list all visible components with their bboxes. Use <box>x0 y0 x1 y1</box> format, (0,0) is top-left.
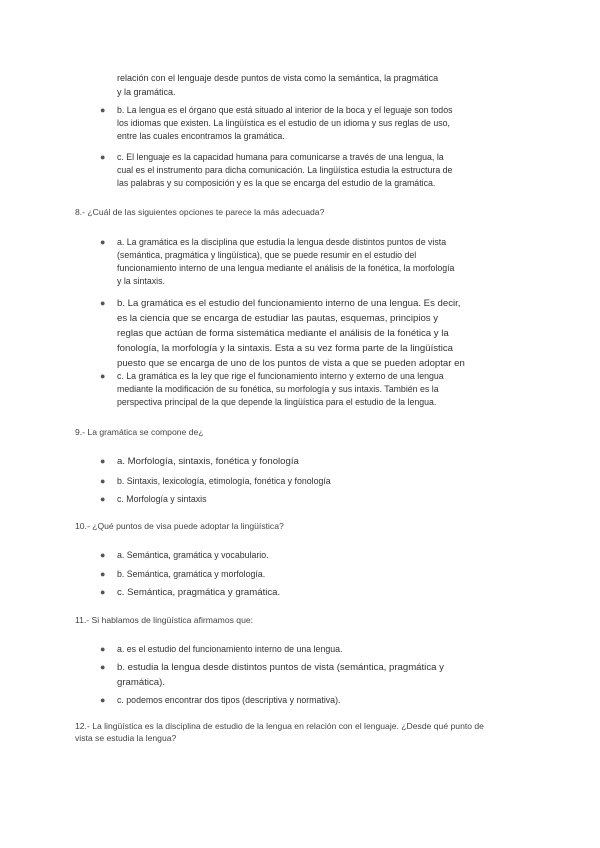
text-line: b. Semántica, gramática y morfología. <box>117 569 266 579</box>
text-line: los idiomas que existen. La lingüística es el estudio de un idioma y sus reglas de uso, <box>117 118 451 128</box>
text-line: perspectiva principal de la que depende la lingüística para el estudio de la lengua. <box>117 397 437 407</box>
text-line: cual es el instrumento para dicha comunicación. La lingüística estudia la estructura de <box>117 165 453 175</box>
text-line: a. es el estudio del funcionamiento interno de una lengua. <box>117 644 343 654</box>
text-line: gramática). <box>117 677 165 688</box>
bullet-icon: ● <box>100 456 106 466</box>
bullet-icon: ● <box>100 152 106 162</box>
bullet-icon: ● <box>100 371 106 381</box>
bullet-icon: ● <box>100 476 106 486</box>
text-line: b. La lengua es el órgano que está situado al interior de la boca y el leguaje son todos <box>117 105 453 115</box>
text-line: b. estudia la lengua desde distintos puntos de vista (semántica, pragmática y <box>117 662 444 673</box>
text-line: a. Semántica, gramática y vocabulario. <box>117 550 269 560</box>
bullet-icon: ● <box>100 105 106 115</box>
text-line: b. Sintaxis, lexicología, etimología, fonética y fonología <box>117 476 331 486</box>
text-line: relación con el lenguaje desde puntos de vista como la semántica, la pragmática <box>117 73 439 83</box>
text-line: y la sintaxis. <box>117 276 165 286</box>
text-line: c. La gramática es la ley que rige el funcionamiento interno y externo de una lengua <box>117 371 444 381</box>
bullet-icon: ● <box>100 695 106 705</box>
text-line: reglas que actúan de forma sistemática mediante el análisis de la fonética y la <box>117 328 449 339</box>
bullet-icon: ● <box>100 587 106 597</box>
bullet-icon: ● <box>100 569 106 579</box>
question-8: 8.- ¿Cuál de las siguientes opciones te parece la más adecuada? <box>75 207 325 217</box>
q7-option-a-continuation <box>117 71 527 99</box>
question-12 <box>75 720 545 744</box>
text-line: c. Semántica, pragmática y gramática. <box>117 587 281 598</box>
bullet-icon: ● <box>100 550 106 560</box>
text-line: entre las cuales encontramos la gramática. <box>117 131 285 141</box>
text-line: 12.- La lingüística es la disciplina de estudio de la lengua en relación con el lenguaje. ¿Desde qué punto de <box>75 721 484 731</box>
text-line: a. Morfología, sintaxis, fonética y fonología <box>117 456 299 467</box>
bullet-icon: ● <box>100 298 106 308</box>
text-line: vista se estudia la lengua? <box>75 733 177 743</box>
bullet-icon: ● <box>100 644 106 654</box>
bullet-icon: ● <box>100 237 106 247</box>
question-9: 9.- La gramática se compone de¿ <box>75 427 204 437</box>
bullet-icon: ● <box>100 494 106 504</box>
text-line: b. La gramática es el estudio del funcionamiento interno de una lengua. Es decir, <box>117 298 461 309</box>
text-line: funcionamiento interno de una lengua mediante el análisis de la fonética, la morfología <box>117 263 455 273</box>
text-line: c. Morfología y sintaxis <box>117 494 207 504</box>
text-line: c. podemos encontrar dos tipos (descriptiva y normativa). <box>117 695 341 705</box>
question-10: 10.- ¿Qué puntos de visa puede adoptar la lingüística? <box>75 521 284 531</box>
text-line: es la ciencia que se encarga de estudiar las pautas, esquemas, principios y <box>117 313 439 324</box>
text-line: c. El lenguaje es la capacidad humana para comunicarse a través de una lengua, la <box>117 152 444 162</box>
text-line: mediante la modificación de su fonética, su morfología y sus intaxis. También es la <box>117 384 439 394</box>
text-line: puesto que se encarga de uno de los puntos de vista a que se pueden adoptar en <box>117 358 465 369</box>
text-line: (semántica, pragmática y lingüística), que se puede resumir en el estudio del <box>117 250 417 260</box>
text-line: a. La gramática es la disciplina que estudia la lengua desde distintos puntos de vista <box>117 237 447 247</box>
question-11: 11.- Si hablamos de lingüística afirmamos que: <box>75 615 254 625</box>
bullet-icon: ● <box>100 662 106 672</box>
text-line: fonología, la morfología y la sintaxis. Esta a su vez forma parte de la lingüística <box>117 343 453 354</box>
text-line: y la gramática. <box>117 87 176 97</box>
text-line: las palabras y su composición y es la que se encarga del estudio de la gramática. <box>117 178 436 188</box>
